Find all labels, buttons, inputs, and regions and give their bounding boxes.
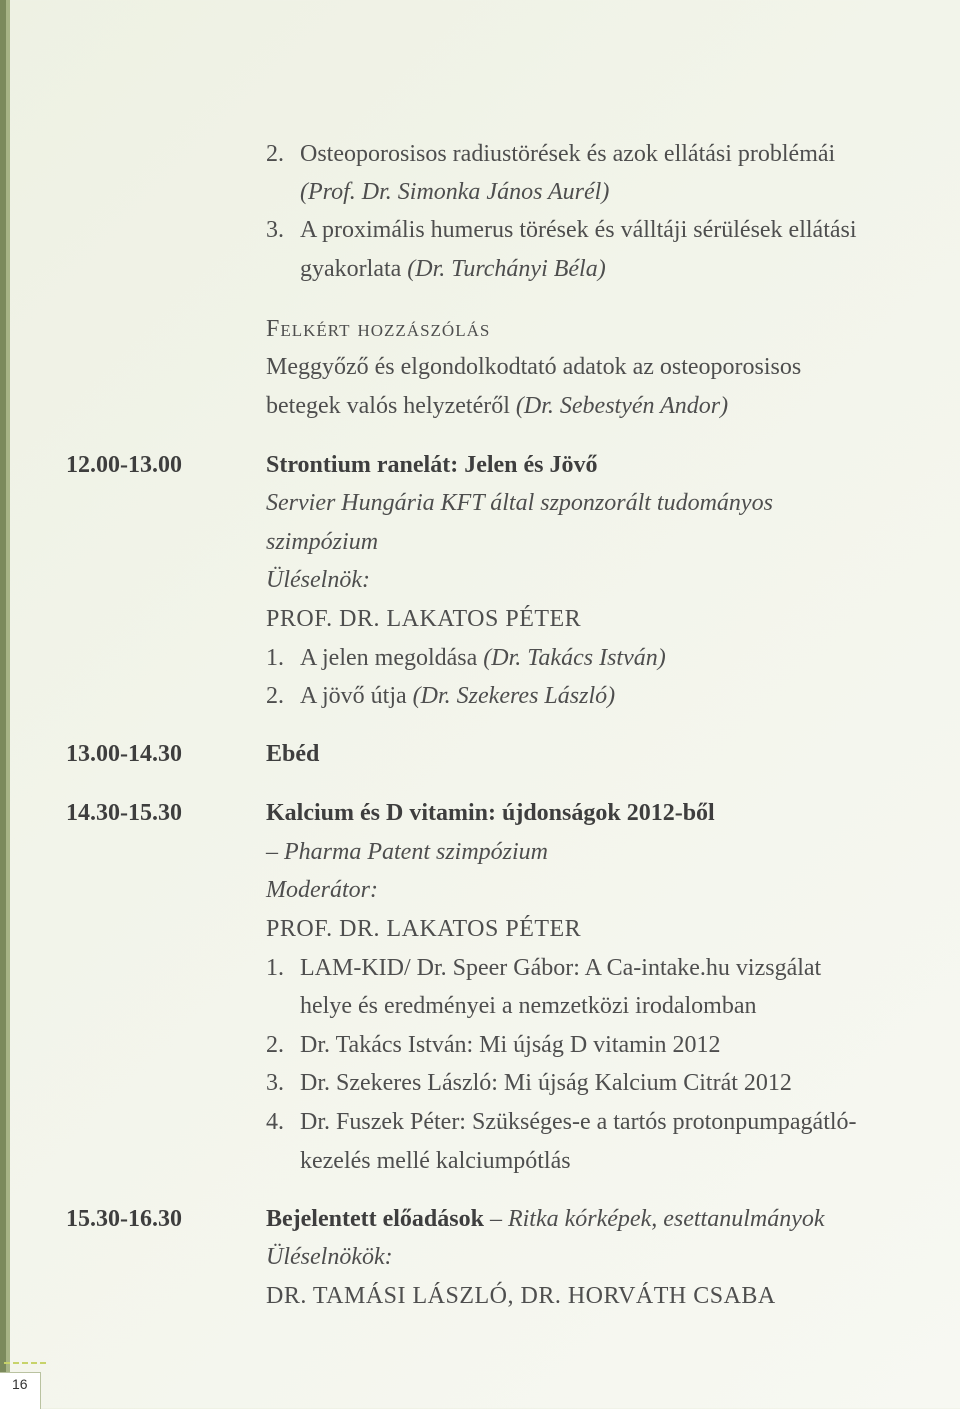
moderator-name: PROF. DR. LAKATOS PÉTER [266,916,582,942]
talk-author: (Prof. Dr. Simonka János Aurél) [300,179,610,205]
talk-author: (Dr. Szekeres László) [412,683,616,709]
section-heading: Felkért hozzászólás [266,316,491,342]
chair-names: DR. TAMÁSI LÁSZLÓ, DR. HORVÁTH CSABA [266,1283,776,1309]
talk-author: (Dr. Sebestyén Andor) [515,393,729,419]
list-item: 2. A jövő útja (Dr. Szekeres László) [266,683,616,709]
session-subtitle: – Ritka kórképek, esettanulmányok [489,1206,825,1232]
session-time: 14.30-15.30 [66,800,182,826]
session-time: 12.00-13.00 [66,452,182,478]
list-item-continuation: helye és eredményei a nemzetközi irodalomban [300,993,757,1019]
footer-dash-decoration [4,1362,46,1364]
talk-title: A proximális humerus törések és válltáji sérülések ellátási [300,217,857,243]
list-item-continuation: gyakorlata (Dr. Turchányi Béla) [300,256,606,282]
session-title: Bejelentett előadások [266,1206,484,1232]
list-item: 1. LAM-KID/ Dr. Speer Gábor: A Ca-intake.hu vizsgálat [266,955,822,981]
talk-title: Osteoporosisos radiustörések és azok ellátási problémái [300,141,836,167]
session-title-line [266,1204,825,1234]
chair-label: Üléselnökök: [266,1244,393,1270]
session-sponsor-continuation: szimpózium [266,529,379,555]
chair-name: PROF. DR. LAKATOS PÉTER [266,606,582,632]
contribution-title: Meggyőző és elgondolkodtató adatok az osteoporosisos [266,354,802,380]
page-edge-bar-light [6,0,10,1408]
session-title: Ebéd [266,741,320,767]
list-item: 1. A jelen megoldása (Dr. Takács István) [266,645,666,671]
list-item: 2. Dr. Takács István: Mi újság D vitamin 2012 [266,1032,721,1058]
talk-author: (Dr. Takács István) [483,645,666,671]
list-item: 2. Osteoporosisos radiustörések és azok ellátási problémái [266,141,836,167]
list-item: 4. Dr. Fuszek Péter: Szükséges-e a tartós protonpumpagátló- [266,1109,857,1135]
session-sponsor: – Pharma Patent szimpózium [266,839,548,865]
list-item-continuation: kezelés mellé kalciumpótlás [300,1148,571,1174]
list-item: 3. A proximális humerus törések és válltáji sérülések ellátási [266,217,857,243]
contribution-title-continuation: betegek valós helyzetéről (Dr. Sebestyén Andor) [266,393,729,419]
session-time: 15.30-16.30 [66,1206,182,1232]
list-item: 3. Dr. Szekeres László: Mi újság Kalcium Citrát 2012 [266,1070,792,1096]
session-title: Strontium ranelát: Jelen és Jövő [266,452,598,478]
session-title: Kalcium és D vitamin: újdonságok 2012-ből [266,800,715,826]
moderator-label: Moderátor: [266,877,378,903]
session-sponsor: Servier Hungária KFT által szponzorált tudományos [266,490,773,516]
session-time: 13.00-14.30 [66,741,182,767]
talk-author: (Dr. Turchányi Béla) [407,256,606,282]
page-number: 16 [12,1376,28,1392]
chair-label: Üléselnök: [266,567,370,593]
